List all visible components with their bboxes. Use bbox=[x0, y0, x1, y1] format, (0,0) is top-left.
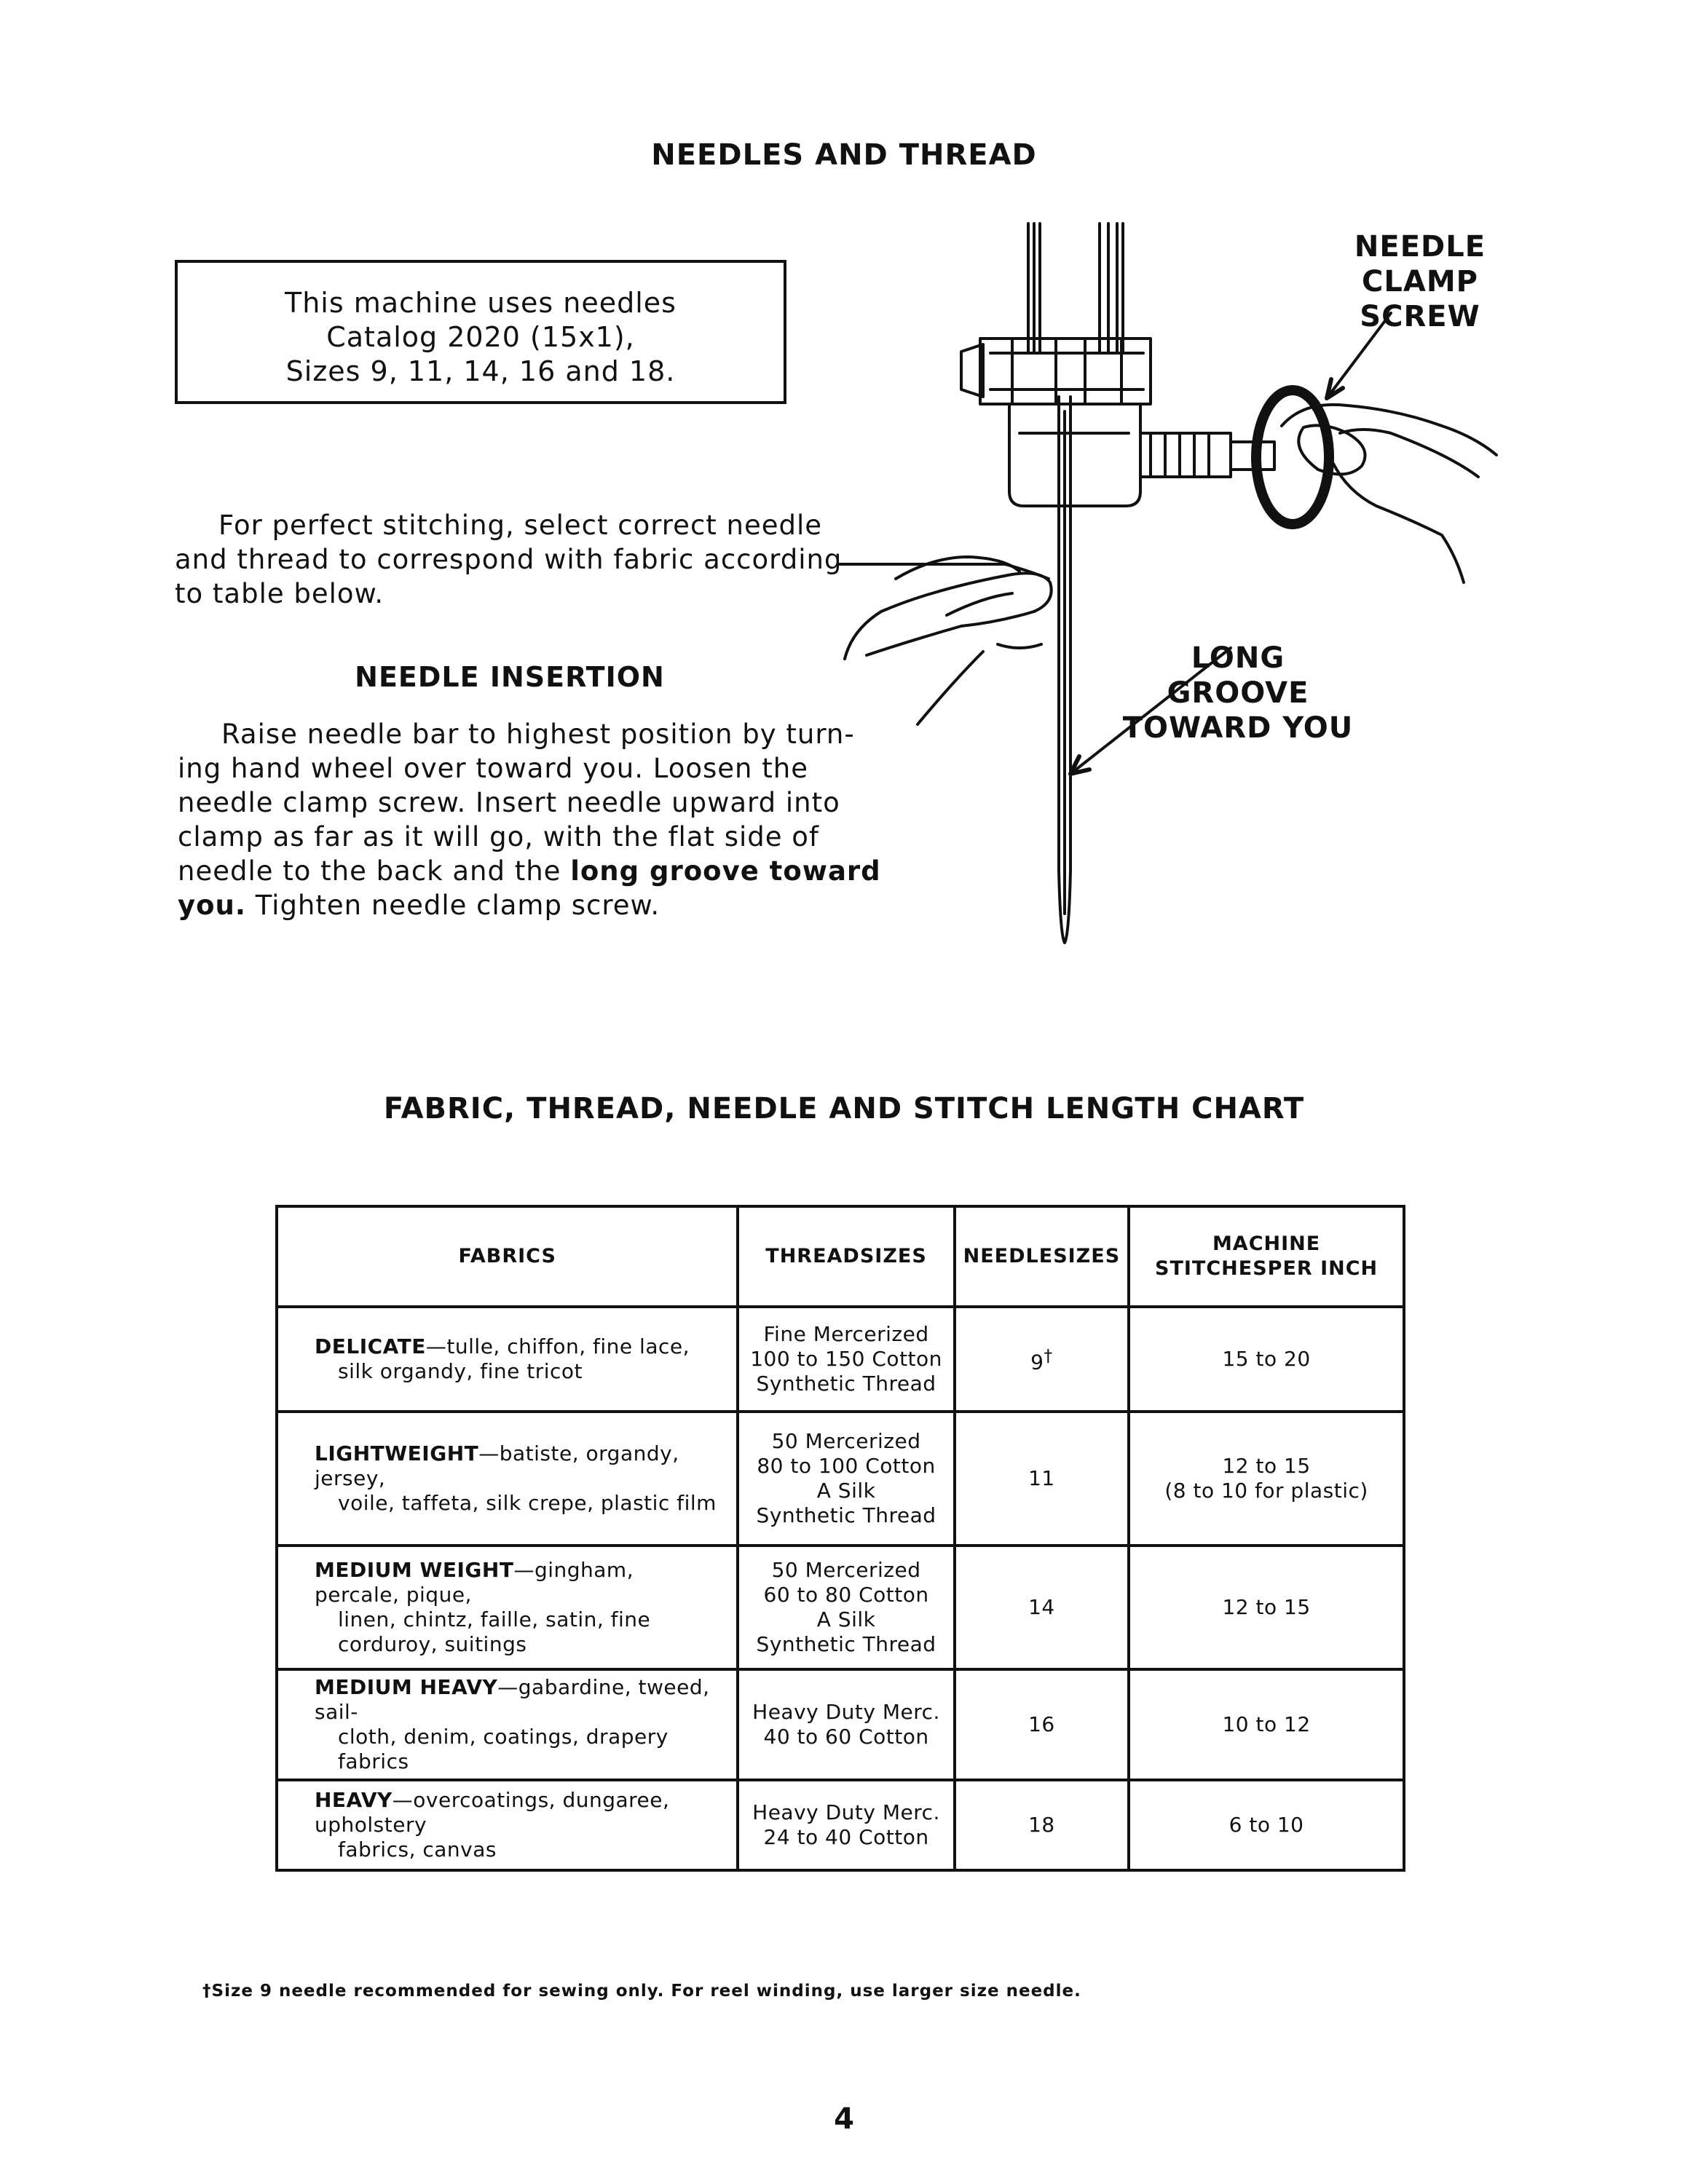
clamp-screw-callout bbox=[1311, 229, 1529, 334]
header-stitches-per-inch: MACHINE STITCHESPER INCH bbox=[1129, 1206, 1404, 1307]
needle-cell: 14 bbox=[955, 1546, 1129, 1669]
presser-bar bbox=[1100, 223, 1123, 353]
thumbscrew bbox=[1256, 390, 1329, 524]
intro-paragraph bbox=[175, 508, 843, 611]
needle-bar bbox=[1028, 223, 1040, 353]
stitches-cell: 6 to 10 bbox=[1129, 1780, 1404, 1870]
insertion-line: needle clamp screw. Insert needle upward into bbox=[178, 787, 840, 818]
left-hand bbox=[837, 564, 1052, 724]
needle-cell: 18 bbox=[955, 1780, 1129, 1870]
insertion-text-run: Tighten needle clamp screw. bbox=[245, 890, 660, 921]
needle-cell: 9† bbox=[955, 1307, 1129, 1412]
fabric-cell: LIGHTWEIGHT—batiste, organdy, jersey, voile, taffeta, silk crepe, plastic film bbox=[277, 1412, 738, 1546]
chart-title: FABRIC, THREAD, NEEDLE AND STITCH LENGTH CHART bbox=[383, 1092, 1305, 1125]
header-needle-sizes: NEEDLESIZES bbox=[955, 1206, 1129, 1307]
page-title: NEEDLES AND THREAD bbox=[651, 138, 1037, 172]
clamp-body bbox=[1009, 404, 1140, 506]
table-row bbox=[277, 1412, 1404, 1546]
needle-cell: 16 bbox=[955, 1669, 1129, 1780]
header-thread-sizes: THREADSIZES bbox=[738, 1206, 954, 1307]
table-row bbox=[277, 1546, 1404, 1669]
intro-line: For perfect stitching, select correct needle bbox=[218, 510, 823, 541]
thread-cell: Heavy Duty Merc. 40 to 60 Cotton bbox=[738, 1669, 954, 1780]
fabric-thread-needle-chart bbox=[275, 1205, 1405, 1861]
table-row bbox=[277, 1307, 1404, 1412]
needle-catalog-box bbox=[175, 260, 786, 404]
callout-line: SCREW bbox=[1360, 300, 1480, 333]
stitches-cell: 15 to 20 bbox=[1129, 1307, 1404, 1412]
callout-line: TOWARD YOU bbox=[1122, 711, 1354, 745]
callout-line: LONG GROOVE bbox=[1167, 641, 1309, 710]
footnote: †Size 9 needle recommended for sewing only. For reel winding, use larger size needle. bbox=[202, 1982, 1081, 2001]
thread-cell: Fine Mercerized 100 to 150 Cotton Synthetic Thread bbox=[738, 1307, 954, 1412]
fabric-cell: HEAVY—overcoatings, dungaree, upholstery fabrics, canvas bbox=[277, 1780, 738, 1870]
insertion-line: ing hand wheel over toward you. Loosen the bbox=[178, 753, 808, 784]
insertion-text-run: needle to the back and the bbox=[178, 855, 571, 887]
fabric-cell: MEDIUM HEAVY—gabardine, tweed, sail- cloth, denim, coatings, drapery fabrics bbox=[277, 1669, 738, 1780]
stitches-cell: 10 to 12 bbox=[1129, 1669, 1404, 1780]
header-fabrics: FABRICS bbox=[277, 1206, 738, 1307]
insertion-emphasis: long groove toward bbox=[570, 855, 881, 887]
table-row bbox=[277, 1780, 1404, 1870]
insertion-line bbox=[178, 888, 819, 922]
catalog-line: Catalog 2020 (15x1), bbox=[326, 321, 635, 353]
footnote-dagger: † bbox=[1044, 1345, 1053, 1366]
needle-insertion-paragraph bbox=[178, 717, 881, 922]
intro-line: to table below. bbox=[175, 578, 384, 609]
callout-line: CLAMP bbox=[1362, 265, 1478, 298]
catalog-line: This machine uses needles bbox=[285, 287, 677, 319]
insertion-line: Raise needle bar to highest position by turn- bbox=[221, 719, 855, 750]
right-hand bbox=[1282, 405, 1496, 582]
long-groove-callout bbox=[1121, 641, 1354, 745]
clamp-top bbox=[980, 339, 1151, 404]
catalog-line: Sizes 9, 11, 14, 16 and 18. bbox=[285, 355, 676, 387]
stitches-cell: 12 to 15 bbox=[1129, 1546, 1404, 1669]
needle-insertion-title: NEEDLE INSERTION bbox=[355, 661, 665, 693]
needle-cell: 11 bbox=[955, 1412, 1129, 1546]
fabric-cell: MEDIUM WEIGHT—gingham, percale, pique, linen, chintz, faille, satin, fine corduroy, suitings bbox=[277, 1546, 738, 1669]
clamp-screw-shaft bbox=[1140, 433, 1231, 477]
chart-table bbox=[275, 1205, 1405, 1872]
insertion-line bbox=[178, 854, 881, 888]
table-header-row bbox=[277, 1206, 1404, 1307]
thread-cell: 50 Mercerized 60 to 80 Cotton A Silk Synthetic Thread bbox=[738, 1546, 954, 1669]
thread-cell: Heavy Duty Merc. 24 to 40 Cotton bbox=[738, 1780, 954, 1870]
thread-cell: 50 Mercerized 80 to 100 Cotton A Silk Synthetic Thread bbox=[738, 1412, 954, 1546]
fabric-cell: DELICATE—tulle, chiffon, fine lace, silk organdy, fine tricot bbox=[277, 1307, 738, 1412]
intro-line: and thread to correspond with fabric according bbox=[175, 544, 843, 575]
callout-line: NEEDLE bbox=[1354, 230, 1486, 264]
insertion-line: clamp as far as it will go, with the flat side of bbox=[178, 821, 819, 852]
insertion-emphasis: you. bbox=[178, 890, 246, 921]
page-number: 4 bbox=[834, 2102, 854, 2136]
stitches-cell: 12 to 15 (8 to 10 for plastic) bbox=[1129, 1412, 1404, 1546]
table-row bbox=[277, 1669, 1404, 1780]
